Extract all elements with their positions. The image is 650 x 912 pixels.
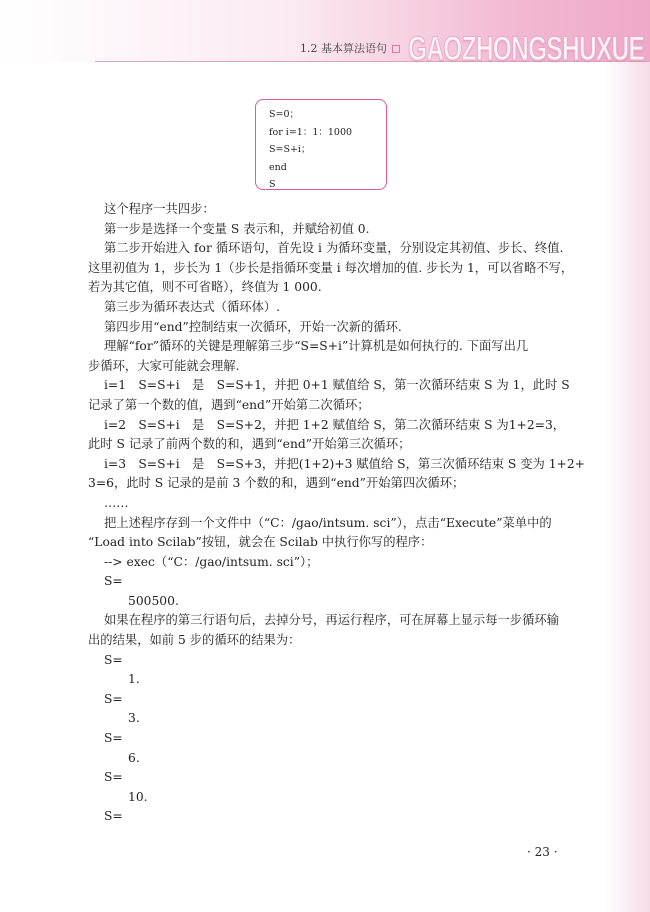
text-line: 此时 S 记录了前两个数的和，遇到“end”开始第三次循环； xyxy=(88,437,411,452)
text-line: “Load into Scilab”按钮，就会在 Scilab 中执行你写的程序： xyxy=(88,535,433,550)
text-line: i=2 S=S+i 是 S=S+2，并把 1+2 赋值给 S，第二次循环结束 S 为1+2=3， xyxy=(104,417,566,432)
console-output: 1. xyxy=(128,672,140,687)
text-line: 第三步为循环表达式（循环体）. xyxy=(104,299,281,314)
text-line: 如果在程序的第三行语句后，去掉分号，再运行程序，可在屏幕上显示每一步循环输 xyxy=(104,613,559,628)
console-output: 3. xyxy=(128,711,140,726)
section-title xyxy=(300,40,400,56)
square-icon xyxy=(392,45,400,53)
series-logo: GAOZHONGSHUXUE xyxy=(408,30,645,68)
text-line: 第四步用“end”控制结束一次循环，开始一次新的循环. xyxy=(104,319,402,334)
console-output: 500500. xyxy=(128,593,179,608)
page-number: · 23 · xyxy=(527,845,558,859)
code-line: S=0； xyxy=(269,109,300,120)
text-line: 理解“for”循环的关键是理解第三步“S=S+i”计算机是如何执行的. 下面写出几 xyxy=(104,339,529,354)
console-output: 6. xyxy=(128,750,140,765)
console-output: S= xyxy=(104,652,123,667)
console-output: 10. xyxy=(128,789,148,804)
text-line: 若为其它值，则不可省略），终值为 1 000. xyxy=(88,280,322,295)
text-line: i=3 S=S+i 是 S=S+3，并把(1+2)+3 赋值给 S，第三次循环结束 S 变为 1+2+ xyxy=(104,456,585,471)
text-line: 第二步开始进入 for 循环语句，首先设 i 为循环变量，分别设定其初值、步长、终值. xyxy=(104,241,564,256)
code-box xyxy=(255,99,387,190)
console-output: S= xyxy=(104,574,123,589)
code-line: S=S+i； xyxy=(269,144,311,155)
console-command: --> exec（“C：/gao/intsum. sci”）； xyxy=(104,554,319,569)
text-line: 把上述程序存到一个文件中（“C：/gao/intsum. sci”），点击“Execute”菜单中的 xyxy=(104,515,552,530)
body-text xyxy=(88,200,583,827)
ellipsis-line: …… xyxy=(104,495,129,510)
text-line: 第一步是选择一个变量 S 表示和，并赋给初值 0. xyxy=(104,221,370,236)
code-line: S xyxy=(269,179,276,190)
text-line: i=1 S=S+i 是 S=S+1，并把 0+1 赋值给 S，第一次循环结束 S 为 1，此时 S xyxy=(104,378,570,393)
code-line: for i=1：1：1000 xyxy=(269,126,353,138)
text-line: 出的结果，如前 5 步的循环的结果为： xyxy=(88,633,301,648)
text-line: 记录了第一个数的值，遇到“end”开始第二次循环； xyxy=(88,397,370,412)
text-line: 这个程序一共四步： xyxy=(104,202,215,216)
console-output: S= xyxy=(104,691,123,706)
console-output: S= xyxy=(104,770,123,785)
code-line: end xyxy=(269,161,287,173)
section-title-text: 1.2 基本算法语句 xyxy=(300,42,387,55)
console-output: S= xyxy=(104,809,123,824)
text-line: 这里初值为 1，步长为 1（步长是指循环变量 i 每次增加的值. 步长为 1，可以省略不写， xyxy=(88,260,574,275)
text-line: 步循环，大家可能就会理解. xyxy=(88,358,240,373)
text-line: 3=6，此时 S 记录的是前 3 个数的和，遇到“end”开始第四次循环； xyxy=(88,476,465,491)
console-output: S= xyxy=(104,731,123,746)
